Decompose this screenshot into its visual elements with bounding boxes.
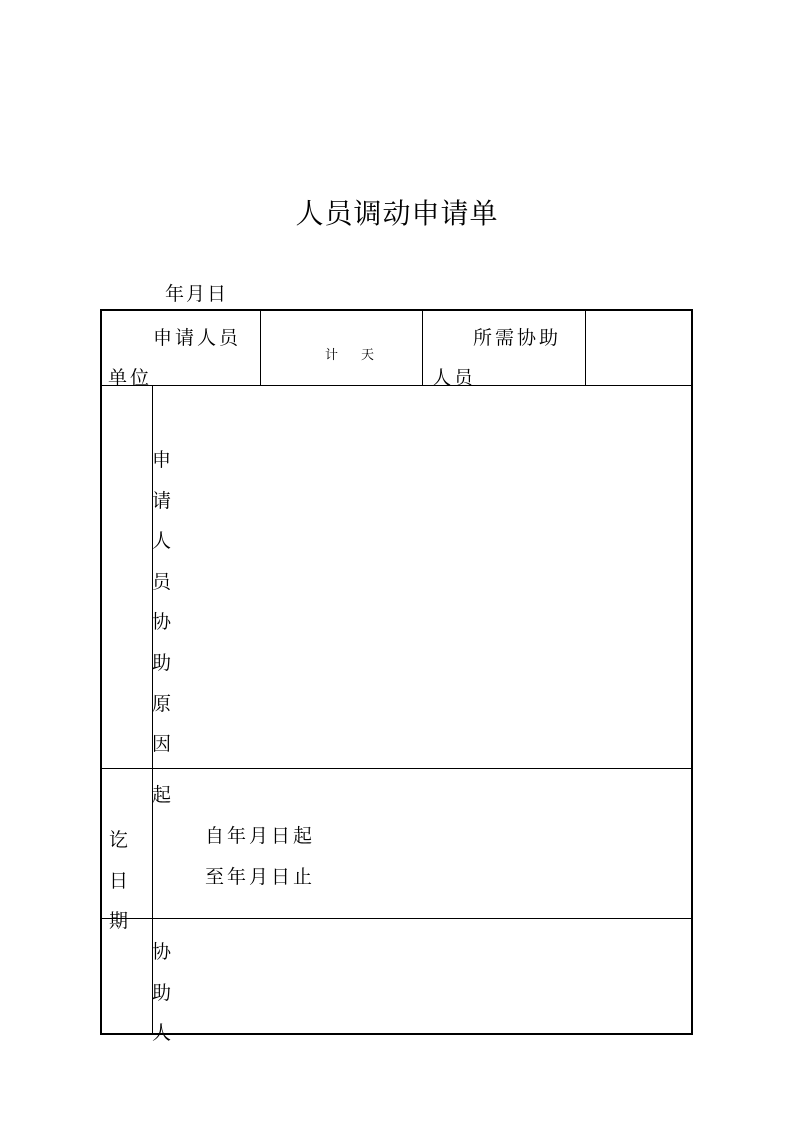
period-from-text: 自年月日起: [205, 825, 316, 847]
period-top-char: 起: [152, 784, 172, 806]
date-label: 年月日: [165, 283, 229, 305]
reason-label-char: 助: [152, 651, 172, 674]
required-helper-label-line1: 所需协助: [473, 327, 562, 349]
period-label: [109, 820, 131, 942]
helper-label-char: 协: [152, 941, 172, 963]
reason-label-char: 员: [152, 570, 172, 593]
period-label-char: 日: [109, 869, 129, 892]
reason-label-char: 原: [152, 692, 172, 715]
reason-label-char: 协: [152, 611, 172, 634]
applicant-unit-label-line2: 单位: [108, 367, 153, 389]
period-to-text: 至年月日止: [205, 866, 316, 888]
reason-label-char: 因: [152, 733, 172, 756]
reason-label-char: 人: [152, 530, 172, 553]
helper-label-char: 人: [152, 1022, 172, 1045]
days-label-right: 天: [361, 348, 375, 363]
reason-label: [152, 440, 174, 765]
period-label-char: 讫: [109, 829, 129, 851]
page-title: 人员调动申请单: [295, 197, 499, 230]
applicant-unit-label-line1: 申请人员: [153, 327, 242, 349]
reason-label-char: 请: [152, 489, 172, 512]
helper-label-char: 助: [152, 981, 172, 1004]
reason-label-char: 申: [152, 449, 172, 471]
required-helper-label-line2: 人员: [432, 367, 477, 389]
helper-label: [152, 932, 174, 1054]
days-label-left: 计: [325, 348, 339, 363]
period-label-char: 期: [109, 910, 129, 933]
